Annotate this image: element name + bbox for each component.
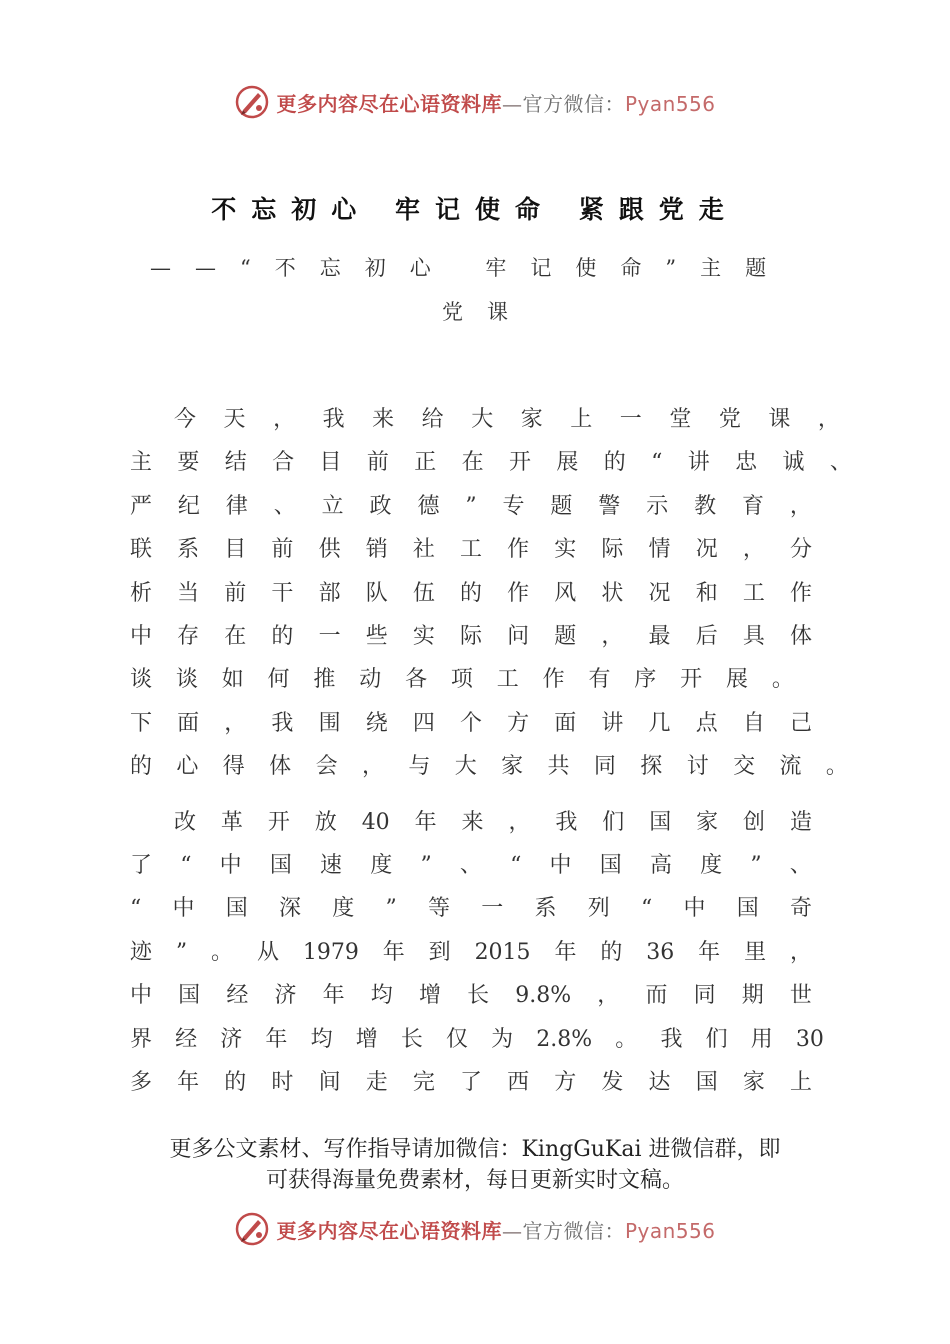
text-token: 谈: [175, 667, 198, 693]
text-token: 我: [322, 407, 345, 432]
text-token: 一: [318, 624, 341, 650]
text-token: 方: [554, 1070, 577, 1096]
text-token: 大: [454, 754, 477, 780]
text-token: 示: [646, 493, 669, 519]
text-token: 、: [459, 853, 482, 879]
text-token: 德: [417, 493, 440, 519]
text-token: 具: [742, 624, 765, 650]
text-token: 间: [318, 1070, 341, 1096]
text-token: 正: [414, 450, 437, 476]
text-token: 、: [829, 450, 852, 476]
text-token: 有: [588, 667, 611, 693]
text-token: 开: [509, 450, 532, 476]
text-token: 国: [225, 896, 248, 922]
watermark-brand: 更多内容尽在心语资料库: [276, 1218, 502, 1243]
footer-line-2: 可获得海量免费素材，每日更新实时文稿。: [265, 1168, 684, 1193]
text-token: 来: [461, 809, 484, 835]
document-subtitle-line1: ——“不忘初心 牢记使命”主题: [150, 256, 791, 280]
text-token: 析: [130, 580, 153, 606]
text-token: 奇: [789, 896, 812, 922]
text-token: 创: [743, 809, 766, 835]
text-token: 存: [177, 624, 200, 650]
text-token: 社: [412, 537, 435, 563]
text-token: 中: [549, 853, 572, 879]
text-token: 状: [601, 580, 624, 606]
text-token: 迹: [130, 939, 153, 965]
text-line: [130, 745, 848, 788]
text-token: 要: [177, 450, 200, 476]
text-token: 下: [130, 710, 153, 736]
text-token: 度: [332, 896, 355, 922]
text-token: 造: [789, 809, 812, 835]
text-token: 结: [224, 450, 247, 476]
text-token: 体: [789, 624, 812, 650]
text-token: 忠: [735, 450, 758, 476]
text-token: ，: [789, 493, 812, 519]
text-token: 前: [224, 580, 247, 606]
text-token: 开: [680, 667, 703, 693]
text-token: 在: [224, 624, 247, 650]
paragraph-1: [130, 398, 852, 789]
text-line: [130, 615, 812, 658]
footer-note: [0, 1134, 950, 1196]
text-token: 国: [649, 809, 672, 835]
text-token: 前: [366, 450, 389, 476]
text-token: 增: [355, 1026, 378, 1052]
paragraph-2: [130, 801, 840, 1105]
text-token: 际: [459, 624, 482, 650]
text-token: 年: [265, 1026, 288, 1052]
text-token: 上: [570, 407, 593, 432]
text-token: 题: [554, 624, 577, 650]
text-token: 列: [587, 896, 610, 922]
text-token: 绕: [365, 710, 388, 736]
text-token: 们: [602, 809, 625, 835]
text-token: 济: [274, 983, 297, 1009]
text-token: 中: [172, 896, 195, 922]
text-token: “: [651, 450, 663, 476]
text-token: 销: [365, 537, 388, 563]
text-token: 序: [634, 667, 657, 693]
pen-logo-icon: [234, 1211, 270, 1247]
text-token: 世: [789, 983, 812, 1009]
text-token: 伍: [412, 580, 435, 606]
text-token: 国: [599, 853, 622, 879]
text-token: 工: [459, 537, 482, 563]
text-token: 方: [507, 710, 530, 736]
text-token: 后: [695, 624, 718, 650]
text-line: [130, 441, 852, 484]
text-token: 诚: [782, 450, 805, 476]
text-token: 2015: [474, 939, 531, 965]
text-token: 纪: [177, 493, 200, 519]
text-token: 30: [795, 1026, 824, 1052]
text-token: 问: [507, 624, 530, 650]
text-token: 的: [600, 939, 623, 965]
text-token: 为: [491, 1026, 514, 1052]
text-token: 作: [542, 667, 565, 693]
watermark-banner-top: [0, 82, 950, 122]
text-token: ，: [789, 939, 812, 965]
text-token: 课: [768, 407, 791, 432]
text-line: [130, 485, 812, 528]
text-token: 共: [547, 754, 570, 780]
text-token: 如: [221, 667, 244, 693]
watermark-separator: —: [501, 1218, 523, 1243]
watermark-banner-bottom: [0, 1209, 950, 1249]
text-token: 工: [496, 667, 519, 693]
text-token: 心: [176, 754, 199, 780]
footer-line-1: 更多公文素材、写作指导请加微信：KingGuKai 进微信群，即: [169, 1137, 781, 1162]
text-token: 今: [174, 407, 197, 432]
text-token: 作: [789, 580, 812, 606]
text-token: 一: [619, 407, 642, 432]
text-token: 家: [742, 1070, 765, 1096]
text-token: 改: [174, 809, 197, 835]
text-token: 队: [365, 580, 388, 606]
text-token: 讨: [686, 754, 709, 780]
text-line: [130, 528, 812, 571]
text-token: 长: [467, 983, 490, 1009]
text-token: 放: [314, 809, 337, 835]
text-line: [130, 1018, 824, 1061]
text-token: 度: [700, 853, 723, 879]
text-token: 际: [601, 537, 624, 563]
text-token: 1979: [302, 939, 359, 965]
text-token: 。: [771, 667, 794, 693]
text-token: 仅: [445, 1026, 468, 1052]
text-token: 合: [272, 450, 295, 476]
text-line: [130, 801, 812, 844]
text-token: ，: [361, 754, 384, 780]
text-line: [130, 702, 812, 745]
text-token: 2.8%: [536, 1026, 593, 1052]
text-token: 和: [695, 580, 718, 606]
text-token: 一: [481, 896, 504, 922]
text-token: 了: [130, 853, 153, 879]
text-token: 我: [660, 1026, 683, 1052]
text-token: 天: [223, 407, 246, 432]
text-token: 警: [598, 493, 621, 519]
text-token: 上: [789, 1070, 812, 1096]
text-token: 得: [222, 754, 245, 780]
text-token: 况: [695, 537, 718, 563]
text-token: 。: [211, 939, 234, 965]
text-token: 来: [372, 407, 395, 432]
text-token: 供: [318, 537, 341, 563]
text-token: 会: [315, 754, 338, 780]
watermark-separator: —: [501, 91, 523, 116]
text-token: 达: [648, 1070, 671, 1096]
text-token: 均: [370, 983, 393, 1009]
text-token: 交: [733, 754, 756, 780]
text-token: 了: [459, 1070, 482, 1096]
text-token: 动: [359, 667, 382, 693]
text-token: 点: [695, 710, 718, 736]
text-token: 年: [322, 983, 345, 1009]
text-token: 严: [130, 493, 153, 519]
text-line: [130, 887, 812, 930]
text-token: 各: [405, 667, 428, 693]
text-token: 的: [459, 580, 482, 606]
text-token: 我: [271, 710, 294, 736]
text-token: 。: [825, 754, 848, 780]
text-token: 度: [370, 853, 393, 879]
text-token: 流: [779, 754, 802, 780]
text-line: [130, 398, 840, 441]
text-token: ，: [224, 710, 247, 736]
text-token: 况: [648, 580, 671, 606]
text-token: 年: [554, 939, 577, 965]
text-token: 系: [177, 537, 200, 563]
text-token: 讲: [601, 710, 624, 736]
text-token: 工: [742, 580, 765, 606]
text-token: 大: [471, 407, 494, 432]
document-title: 不忘初心 牢记使命 紧跟党走: [211, 195, 739, 224]
text-token: 年: [382, 939, 405, 965]
text-token: 国: [269, 853, 292, 879]
text-token: 同: [593, 754, 616, 780]
text-token: 面: [554, 710, 577, 736]
text-token: 经: [175, 1026, 198, 1052]
text-token: 谈: [130, 667, 153, 693]
text-token: 讲: [687, 450, 710, 476]
text-token: ”: [175, 939, 188, 965]
text-token: 展: [556, 450, 579, 476]
text-token: 个: [459, 710, 482, 736]
text-token: ，: [597, 983, 620, 1009]
text-token: 时: [271, 1070, 294, 1096]
text-token: 面: [177, 710, 200, 736]
text-token: 项: [450, 667, 473, 693]
text-token: 干: [271, 580, 294, 606]
watermark-text: [276, 1215, 715, 1244]
text-token: 教: [694, 493, 717, 519]
text-token: “: [640, 896, 653, 922]
text-token: 中: [130, 983, 153, 1009]
text-token: 革: [220, 809, 243, 835]
text-token: “: [130, 896, 142, 922]
text-token: “: [510, 853, 522, 879]
text-token: 的: [224, 1070, 247, 1096]
text-token: 增: [418, 983, 441, 1009]
text-token: 作: [507, 580, 530, 606]
text-token: 中: [130, 624, 153, 650]
text-token: 经: [226, 983, 249, 1009]
text-token: 作: [507, 537, 530, 563]
text-token: 目: [319, 450, 342, 476]
text-token: 国: [695, 1070, 718, 1096]
text-token: 从: [256, 939, 279, 965]
text-token: ”: [420, 853, 432, 879]
text-token: ”: [465, 493, 477, 519]
text-token: 的: [603, 450, 626, 476]
watermark-id: Pyan556: [624, 91, 716, 116]
text-token: ”: [385, 896, 397, 922]
text-token: 风: [554, 580, 577, 606]
text-token: 专: [502, 493, 525, 519]
text-token: ，: [817, 407, 840, 432]
text-token: 国: [178, 983, 201, 1009]
text-token: 而: [645, 983, 668, 1009]
watermark-label: 官方微信：: [522, 1218, 625, 1243]
text-token: 。: [615, 1026, 638, 1052]
text-token: ，: [601, 624, 624, 650]
watermark-brand: 更多内容尽在心语资料库: [276, 91, 502, 116]
text-token: 西: [507, 1070, 530, 1096]
document-subtitle-line2: 党课: [442, 300, 532, 324]
text-token: ”: [750, 853, 762, 879]
text-line: [130, 844, 812, 887]
text-token: 探: [640, 754, 663, 780]
text-token: 立: [321, 493, 344, 519]
text-token: 分: [789, 537, 812, 563]
text-token: 给: [421, 407, 444, 432]
text-token: 里: [744, 939, 767, 965]
text-token: 四: [412, 710, 435, 736]
text-token: 体: [269, 754, 292, 780]
text-token: 界: [130, 1026, 153, 1052]
text-token: 深: [278, 896, 301, 922]
text-token: 走: [365, 1070, 388, 1096]
text-token: 的: [130, 754, 153, 780]
text-token: 40: [361, 809, 390, 835]
text-line: [130, 658, 794, 701]
text-token: 长: [400, 1026, 423, 1052]
pen-logo-icon: [234, 84, 270, 120]
text-token: 主: [130, 450, 153, 476]
text-token: 年: [698, 939, 721, 965]
text-token: 的: [271, 624, 294, 650]
watermark-text: [276, 88, 715, 117]
text-token: 多: [130, 1070, 153, 1096]
text-token: ，: [508, 809, 531, 835]
text-token: 们: [705, 1026, 728, 1052]
text-token: 发: [601, 1070, 624, 1096]
document-body: [130, 398, 852, 1105]
text-token: 何: [267, 667, 290, 693]
text-token: 育: [742, 493, 765, 519]
text-token: 家: [696, 809, 719, 835]
text-token: 在: [461, 450, 484, 476]
text-token: 与: [408, 754, 431, 780]
text-token: 、: [789, 853, 812, 879]
text-token: 年: [414, 809, 437, 835]
text-token: 政: [369, 493, 392, 519]
text-token: 完: [412, 1070, 435, 1096]
text-token: 推: [313, 667, 336, 693]
text-token: 目: [224, 537, 247, 563]
text-token: 中: [683, 896, 706, 922]
text-line: [130, 931, 812, 974]
text-token: 等: [427, 896, 450, 922]
text-line: [130, 572, 812, 615]
text-token: 同: [693, 983, 716, 1009]
text-token: 、: [273, 493, 296, 519]
text-token: 36: [646, 939, 675, 965]
text-token: 用: [750, 1026, 773, 1052]
text-token: 高: [649, 853, 672, 879]
text-token: 家: [501, 754, 524, 780]
text-token: ，: [273, 407, 296, 432]
text-line: [130, 1061, 812, 1104]
text-token: 联: [130, 537, 153, 563]
watermark-id: Pyan556: [624, 1218, 716, 1243]
text-token: 开: [267, 809, 290, 835]
text-token: 几: [648, 710, 671, 736]
text-token: 堂: [669, 407, 692, 432]
text-token: “: [180, 853, 192, 879]
text-token: 期: [741, 983, 764, 1009]
text-token: 己: [789, 710, 812, 736]
text-token: 我: [555, 809, 578, 835]
text-token: 些: [365, 624, 388, 650]
text-token: 围: [318, 710, 341, 736]
text-token: 展: [725, 667, 748, 693]
text-token: 家: [520, 407, 543, 432]
text-token: 年: [177, 1070, 200, 1096]
watermark-label: 官方微信：: [522, 91, 625, 116]
text-token: 中: [219, 853, 242, 879]
text-token: 实: [412, 624, 435, 650]
text-token: 到: [428, 939, 451, 965]
text-token: 前: [271, 537, 294, 563]
text-token: 实: [554, 537, 577, 563]
text-token: 当: [177, 580, 200, 606]
text-token: 均: [310, 1026, 333, 1052]
text-token: 律: [225, 493, 248, 519]
text-token: 部: [318, 580, 341, 606]
text-line: [130, 974, 812, 1017]
text-token: 系: [534, 896, 557, 922]
text-token: 国: [736, 896, 759, 922]
text-token: 情: [648, 537, 671, 563]
text-token: ，: [742, 537, 765, 563]
text-token: 最: [648, 624, 671, 650]
text-token: 济: [220, 1026, 243, 1052]
text-token: 速: [320, 853, 343, 879]
text-token: 党: [718, 407, 741, 432]
text-token: 自: [742, 710, 765, 736]
text-token: 9.8%: [515, 983, 572, 1009]
text-token: 题: [550, 493, 573, 519]
